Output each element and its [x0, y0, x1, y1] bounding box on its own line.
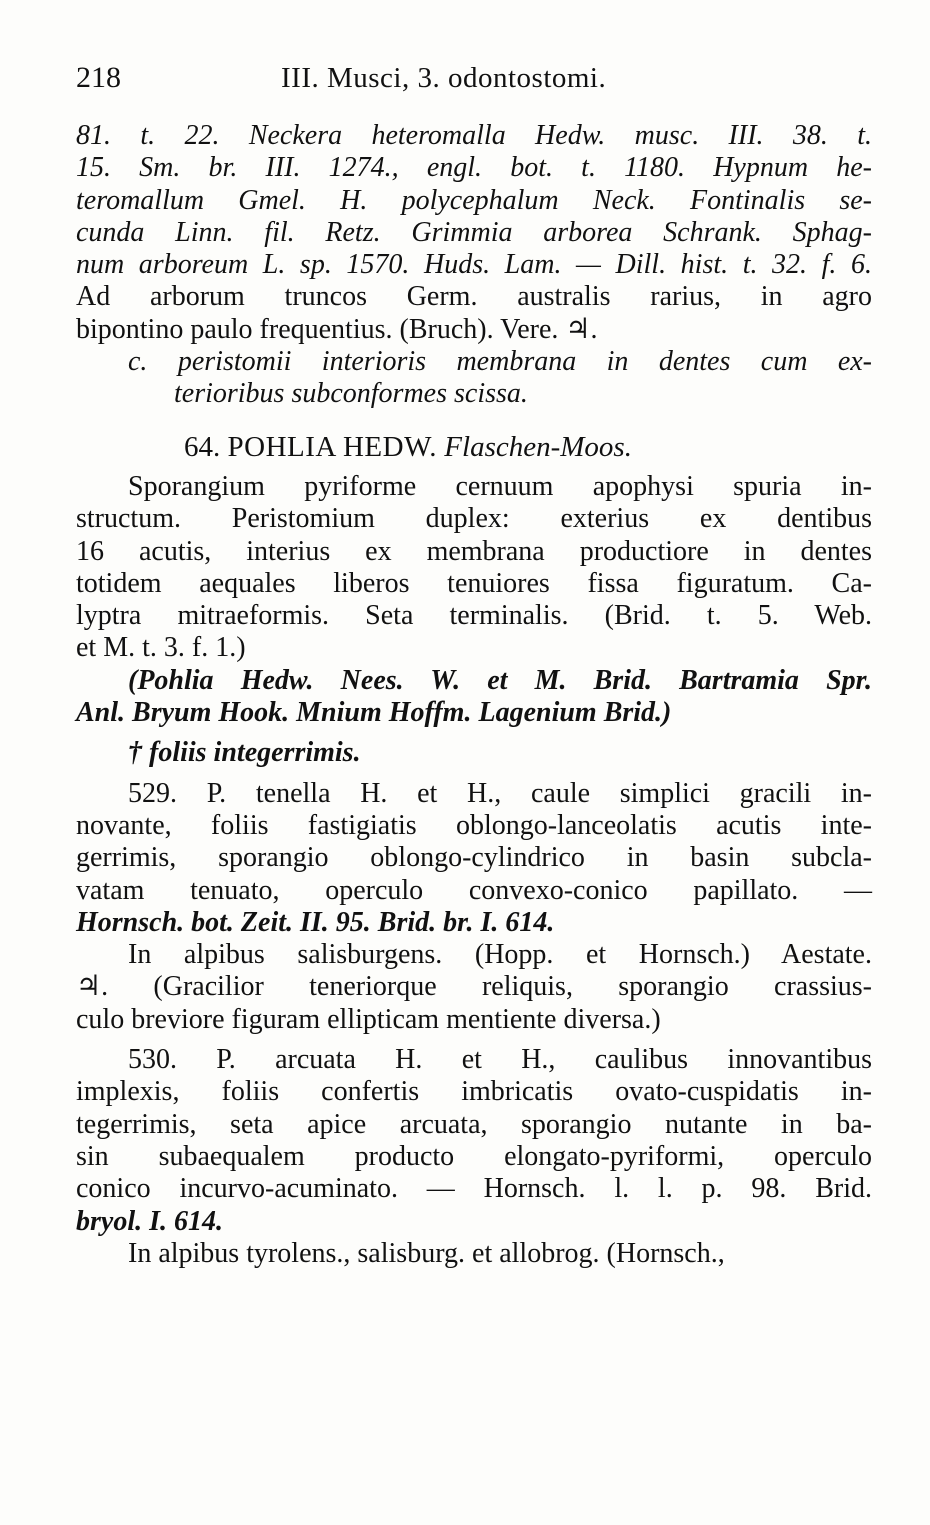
- text-line: vatam tenuato, operculo convexo-conico papillato. —: [76, 874, 872, 906]
- genus-name: POHLIA HEDW.: [227, 430, 438, 463]
- text-line: 16 acutis, interius ex membrana productiore in dentes: [76, 535, 872, 567]
- genus-description: [76, 471, 872, 729]
- text-line: tegerrimis, seta apice arcuata, sporangio nutante in ba-: [76, 1108, 872, 1140]
- running-title: III. Musci, 3. odontostomi.: [281, 62, 607, 94]
- neckera-entry: [76, 120, 872, 411]
- text-line: sin subaequalem producto elongato-pyriformi, operculo: [76, 1140, 872, 1172]
- note-line: c. peristomii interioris membrana in dentes cum ex-: [128, 346, 872, 378]
- synonym-line: Anl. Bryum Hook. Mnium Hoffm. Lagenium Brid.): [76, 697, 672, 729]
- genus-number: 64.: [184, 430, 221, 463]
- book-page: [76, 62, 872, 1270]
- genus-german-name: Flaschen-Moos.: [444, 430, 632, 463]
- genus-heading: [76, 431, 872, 463]
- text-line: 81. t. 22. Neckera heteromalla Hedw. musc. III. 38. t.: [76, 120, 872, 151]
- habitat-line: culo breviore figuram ellipticam mentiente diversa.): [76, 1003, 661, 1035]
- text-line: conico incurvo-acuminato. — Hornsch. l. l. p. 98. Brid.: [76, 1173, 872, 1205]
- habitat-line: bipontino paulo frequentius. (Bruch). Vere. ♃.: [76, 313, 598, 345]
- text-line: Sporangium pyriforme cernuum apophysi spuria in-: [128, 470, 872, 502]
- text-line: structum. Peristomium duplex: exterius ex dentibus: [76, 503, 872, 535]
- species-530: [76, 1044, 872, 1270]
- text-line: bryol. I. 614.: [76, 1205, 223, 1237]
- section-heading: † foliis integerrimis.: [128, 737, 361, 769]
- text-line: Hornsch. bot. Zeit. II. 95. Brid. br. I. 614.: [76, 906, 555, 938]
- text-line: 530. P. arcuata H. et H., caulibus innovantibus: [128, 1044, 872, 1076]
- synonym-line: (Pohlia Hedw. Nees. W. et M. Brid. Bartramia Spr.: [128, 664, 872, 696]
- page-number: 218: [76, 61, 121, 94]
- text-line: 529. P. tenella H. et H., caule simplici gracili in-: [128, 777, 872, 809]
- species-529: [76, 778, 872, 1036]
- text-line: teromallum Gmel. H. polycephalum Neck. Fontinalis se-: [76, 184, 872, 216]
- habitat-line: In alpibus salisburgens. (Hopp. et Hornsch.) Aestate.: [128, 939, 872, 971]
- habitat-line: ♃. (Gracilior teneriorque reliquis, sporangio crassius-: [76, 971, 872, 1003]
- text-line: novante, foliis fastigiatis oblongo-lanceolatis acutis inte-: [76, 809, 872, 841]
- text-line: cunda Linn. fil. Retz. Grimmia arborea Schrank. Sphag-: [76, 216, 872, 248]
- habitat-line: In alpibus tyrolens., salisburg. et allobrog. (Hornsch.,: [128, 1237, 725, 1269]
- text-line: implexis, foliis confertis imbricatis ovato-cuspidatis in-: [76, 1076, 872, 1108]
- text-line: gerrimis, sporangio oblongo-cylindrico in basin subcla-: [76, 842, 872, 874]
- text-line: totidem aequales liberos tenuiores fissa figuratum. Ca-: [76, 567, 872, 599]
- text-line: 15. Sm. br. III. 1274., engl. bot. t. 1180. Hypnum he-: [76, 152, 872, 184]
- note-line: terioribus subconformes scissa.: [174, 378, 528, 410]
- text-line: et M. t. 3. f. 1.): [76, 632, 246, 664]
- page-header: [76, 62, 872, 102]
- text-line: lyptra mitraeformis. Seta terminalis. (Brid. t. 5. Web.: [76, 600, 872, 632]
- text-line: num arboreum L. sp. 1570. Huds. Lam. — Dill. hist. t. 32. f. 6.: [76, 249, 872, 281]
- habitat-line: Ad arborum truncos Germ. australis rarius, in agro: [76, 281, 872, 313]
